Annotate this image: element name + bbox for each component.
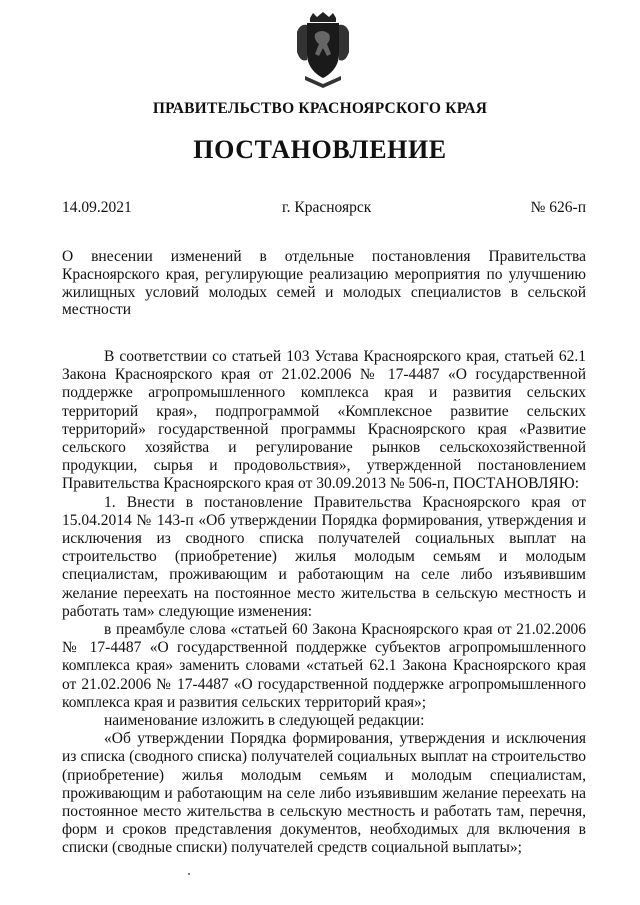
document-meta-row (62, 199, 586, 217)
document-subject: О внесении изменений в отдельные постановления Правительства Красноярского края, регулирующие реализацию мероприятия по улучшению жилищных условий молодых семей и молодых специалистов в сельской местности (62, 248, 586, 319)
body-paragraph-preamble-change: в преамбуле слова «статьей 60 Закона Красноярского края от 21.02.2006 № 17-4487 «О государственной поддержке субъектов агропромышленного комплекса края» заменить словами «статьей 62.1 Закона Красноярского края от 21.02.2006 № 17-4487 «О государственной поддержке агропромышленного комплекса края и развития сельских территорий края»; (62, 621, 586, 711)
document-date: 14.09.2021 (62, 199, 132, 216)
coat-of-arms-icon (293, 12, 353, 88)
issuing-authority: ПРАВИТЕЛЬСТВО КРАСНОЯРСКОГО КРАЯ (152, 100, 488, 117)
document-city: г. Красноярск (282, 199, 372, 216)
body-paragraph-new-name: «Об утверждении Порядка формирования, утверждения и исключения из списка (сводного списка) получателей социальных выплат на строительство (приобретение) жилья молодым семьям и молодым специалистам, проживающим и работающим на селе либо изъявившим желание переехать на постоянное место жительства в сельскую местность и работать там, перечня, форм и сроков представления документов, необходимых для включения в списки (сводные списки) получателей средств социальной выплаты»; (62, 730, 586, 857)
body-paragraph-preamble: В соответствии со статьей 103 Устава Красноярского края, статьей 62.1 Закона Красноярского края от 21.02.2006 № 17-4487 «О государственной поддержке агропромышленного комплекса края и развития сельских территорий края», подпрограммой «Комплексное развитие сельских территорий» государственной программы Красноярского края «Развитие сельского хозяйства и регулирование рынков сельскохозяйственной продукции, сырья и продовольствия», утвержденной постановлением Правительства Красноярского края от 30.09.2013 № 506-п, ПОСТАНОВЛЯЮ: (62, 348, 586, 493)
document-number: № 626-п (530, 199, 586, 216)
body-paragraph-name-change: наименование изложить в следующей редакции: (104, 712, 425, 730)
document-body (62, 348, 586, 858)
document-type-title: ПОСТАНОВЛЕНИЕ (193, 135, 447, 164)
body-paragraph-item-1: 1. Внести в постановление Правительства Красноярского края от 15.04.2014 № 143-п «Об утверждении Порядка формирования, утверждения и исключения из сводного списка получателей социальных выплат на строительство (приобретение) жилья молодым семьям и молодым специалистам, проживающим и работающим на селе либо изъявившим желание переехать на постоянное место жительства в сельскую местность и работать там» следующие изменения: (62, 493, 586, 620)
scan-speck (188, 873, 190, 875)
